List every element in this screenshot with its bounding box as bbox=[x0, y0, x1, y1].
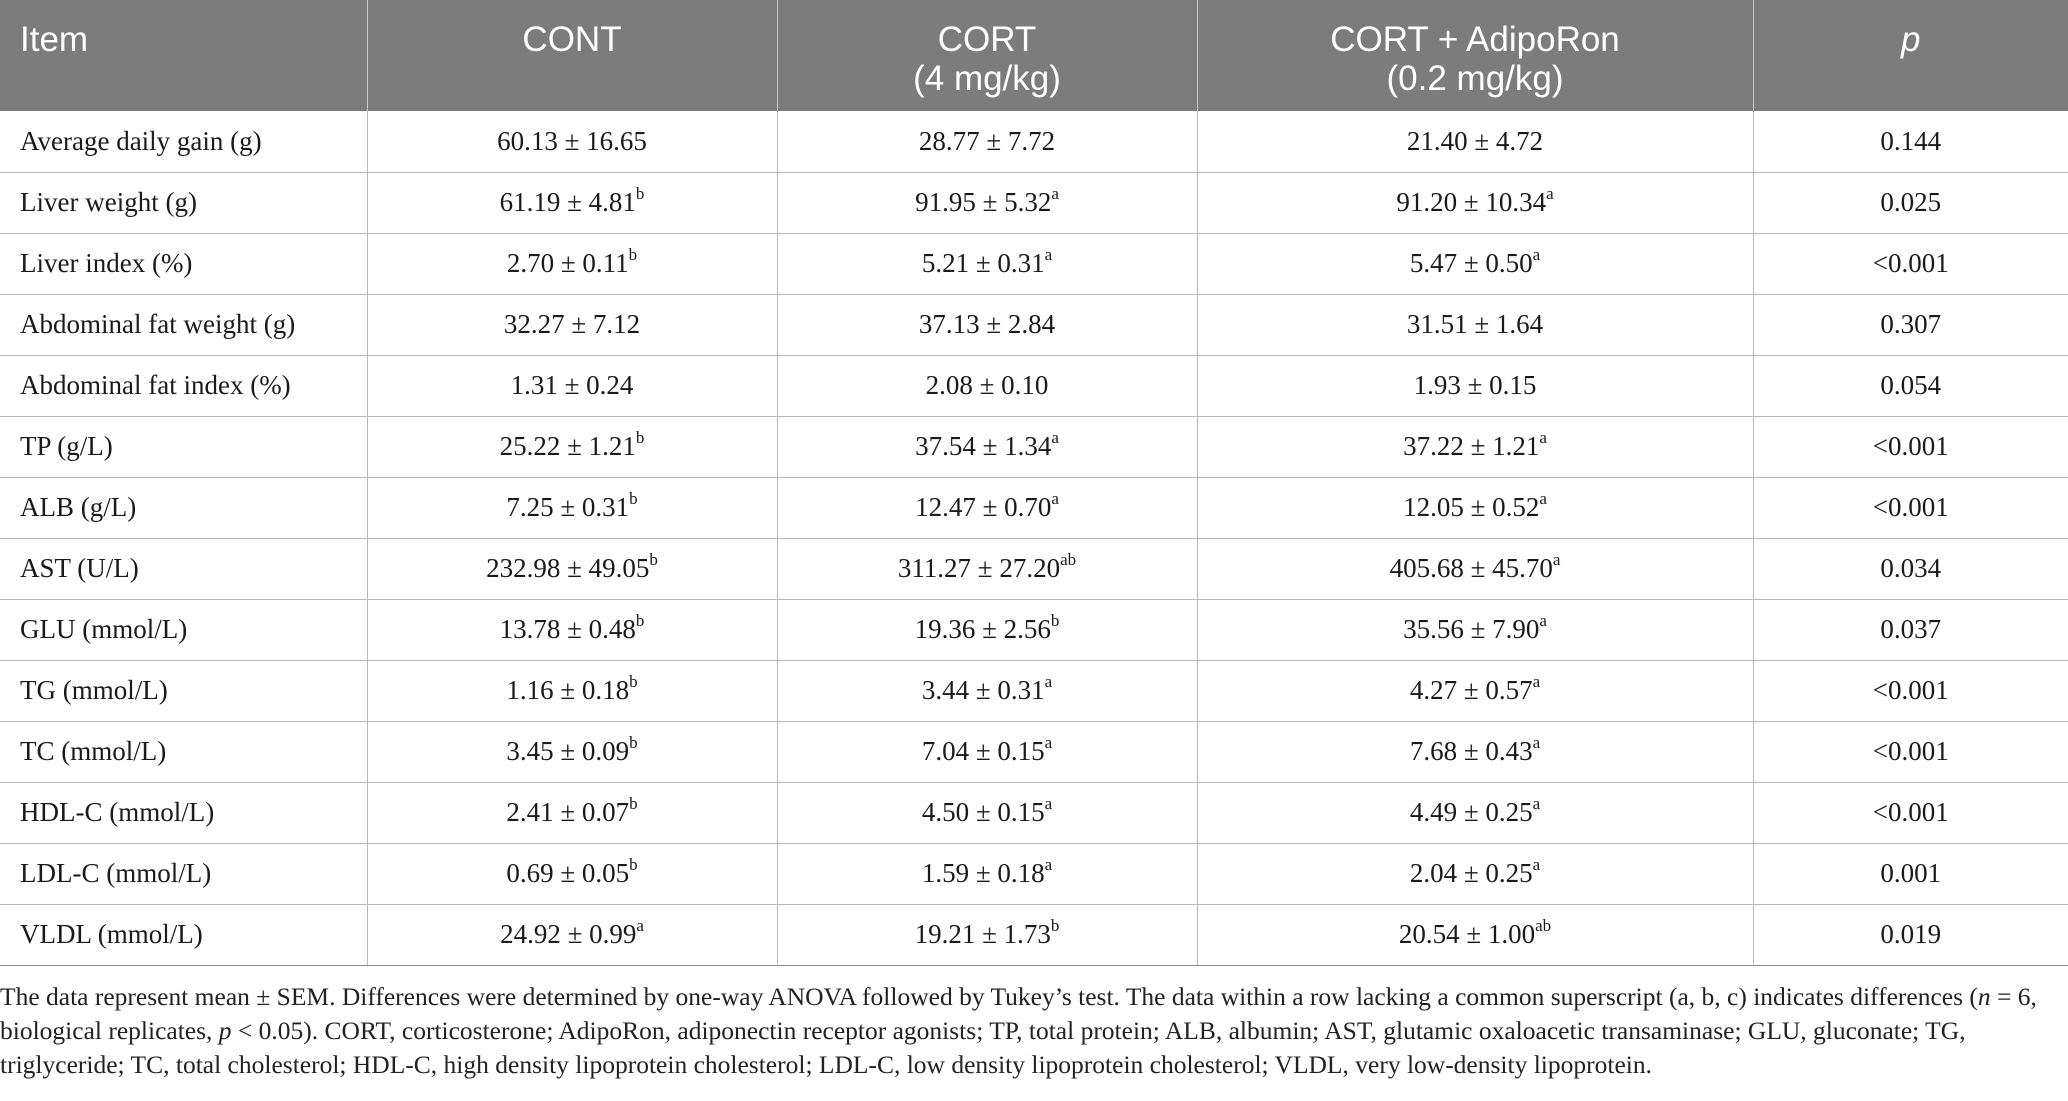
cort-adiporon-value-cell bbox=[1197, 355, 1753, 416]
table-row bbox=[0, 111, 2068, 172]
cort-value-cell bbox=[777, 355, 1197, 416]
table-row bbox=[0, 904, 2068, 965]
cort-value-cell bbox=[777, 843, 1197, 904]
significance-superscript: a bbox=[1539, 489, 1547, 508]
cort-adiporon-value-cell bbox=[1197, 233, 1753, 294]
cort-adiporon-value-cell bbox=[1197, 843, 1753, 904]
column-header-line: p bbox=[1901, 20, 1921, 59]
significance-superscript: a bbox=[1532, 794, 1541, 813]
mean-sem-value: 31.51 ± 1.64 bbox=[1406, 309, 1544, 339]
mean-sem-value: 1.31 ± 0.24 bbox=[510, 370, 634, 400]
column-header-cort bbox=[777, 0, 1197, 111]
mean-sem-value: 32.27 ± 7.12 bbox=[503, 309, 641, 339]
p-value-cell: 0.019 bbox=[1753, 904, 2068, 965]
significance-superscript: a bbox=[1044, 794, 1053, 813]
p-value-cell: <0.001 bbox=[1753, 782, 2068, 843]
p-value-cell: 0.001 bbox=[1753, 843, 2068, 904]
cont-value-cell bbox=[367, 355, 777, 416]
item-cell: TG (mmol/L) bbox=[0, 660, 367, 721]
p-value-cell: 0.307 bbox=[1753, 294, 2068, 355]
significance-superscript: a bbox=[1044, 672, 1053, 691]
table-row bbox=[0, 355, 2068, 416]
column-header-cont bbox=[367, 0, 777, 111]
p-value-cell: <0.001 bbox=[1753, 660, 2068, 721]
item-cell: TC (mmol/L) bbox=[0, 721, 367, 782]
footnote-part-1: The data represent mean ± SEM. Differences were determined by one-way ANOVA followed by Tukey’s test. The data within a row lacking a common superscript (a, b, c) indicates differences ( bbox=[0, 982, 1978, 1011]
cort-value-cell bbox=[777, 294, 1197, 355]
p-value-cell: <0.001 bbox=[1753, 233, 2068, 294]
table-row bbox=[0, 599, 2068, 660]
mean-sem-value: 1.16 ± 0.18 bbox=[506, 675, 630, 705]
column-header-item bbox=[0, 0, 367, 111]
significance-superscript: ab bbox=[1535, 916, 1552, 935]
footnote-n-symbol: n bbox=[1977, 982, 1991, 1011]
mean-sem-value: 3.45 ± 0.09 bbox=[506, 736, 630, 766]
significance-superscript: b bbox=[635, 184, 645, 203]
mean-sem-value: 12.05 ± 0.52 bbox=[1403, 492, 1540, 522]
table-row bbox=[0, 843, 2068, 904]
p-value-cell: 0.037 bbox=[1753, 599, 2068, 660]
significance-superscript: a bbox=[1051, 184, 1059, 203]
significance-superscript: ab bbox=[1060, 550, 1077, 569]
significance-superscript: a bbox=[1532, 245, 1541, 264]
mean-sem-value: 21.40 ± 4.72 bbox=[1406, 125, 1544, 156]
mean-sem-value: 37.22 ± 1.21 bbox=[1403, 431, 1540, 461]
mean-sem-value: 91.95 ± 5.32 bbox=[915, 187, 1052, 217]
cort-value-cell bbox=[777, 233, 1197, 294]
mean-sem-value: 28.77 ± 7.72 bbox=[918, 125, 1056, 156]
cont-value-cell bbox=[367, 782, 777, 843]
cort-value-cell bbox=[777, 538, 1197, 599]
table-row bbox=[0, 233, 2068, 294]
cort-adiporon-value-cell bbox=[1197, 294, 1753, 355]
item-cell: Abdominal fat index (%) bbox=[0, 355, 367, 416]
column-header-cort-adiporon bbox=[1197, 0, 1753, 111]
item-cell: ALB (g/L) bbox=[0, 477, 367, 538]
significance-superscript: a bbox=[1044, 733, 1053, 752]
column-header-line: CORT bbox=[937, 20, 1037, 59]
significance-superscript: a bbox=[1539, 428, 1547, 447]
column-header-line: Item bbox=[20, 20, 89, 59]
cort-adiporon-value-cell bbox=[1197, 660, 1753, 721]
cort-adiporon-value-cell bbox=[1197, 111, 1753, 172]
significance-superscript: b bbox=[635, 428, 645, 447]
mean-sem-value: 2.70 ± 0.11 bbox=[506, 248, 629, 278]
table-header bbox=[0, 0, 2068, 111]
p-value-cell: 0.144 bbox=[1753, 111, 2068, 172]
p-value-cell: <0.001 bbox=[1753, 416, 2068, 477]
mean-sem-value: 19.36 ± 2.56 bbox=[914, 614, 1051, 644]
significance-superscript: a bbox=[1532, 733, 1541, 752]
mean-sem-value: 37.13 ± 2.84 bbox=[918, 309, 1056, 339]
item-cell: Abdominal fat weight (g) bbox=[0, 294, 367, 355]
item-cell: Liver index (%) bbox=[0, 233, 367, 294]
significance-superscript: b bbox=[628, 245, 638, 264]
significance-superscript: b bbox=[629, 489, 638, 508]
mean-sem-value: 7.04 ± 0.15 bbox=[921, 736, 1045, 766]
cort-adiporon-value-cell bbox=[1197, 172, 1753, 233]
mean-sem-value: 20.54 ± 1.00 bbox=[1398, 919, 1536, 949]
mean-sem-value: 5.47 ± 0.50 bbox=[1409, 248, 1533, 278]
cort-value-cell bbox=[777, 782, 1197, 843]
mean-sem-value: 311.27 ± 27.20 bbox=[897, 553, 1061, 583]
mean-sem-value: 7.68 ± 0.43 bbox=[1409, 736, 1533, 766]
cort-value-cell bbox=[777, 477, 1197, 538]
mean-sem-value: 0.69 ± 0.05 bbox=[506, 858, 630, 888]
mean-sem-value: 2.04 ± 0.25 bbox=[1409, 858, 1533, 888]
mean-sem-value: 7.25 ± 0.31 bbox=[506, 492, 630, 522]
cort-value-cell bbox=[777, 172, 1197, 233]
item-cell: GLU (mmol/L) bbox=[0, 599, 367, 660]
significance-superscript: a bbox=[1532, 855, 1541, 874]
cort-adiporon-value-cell bbox=[1197, 599, 1753, 660]
significance-superscript: a bbox=[1044, 855, 1053, 874]
table-row bbox=[0, 538, 2068, 599]
mean-sem-value: 1.93 ± 0.15 bbox=[1413, 370, 1537, 400]
cort-adiporon-value-cell bbox=[1197, 477, 1753, 538]
cont-value-cell bbox=[367, 904, 777, 965]
table-row bbox=[0, 416, 2068, 477]
significance-superscript: a bbox=[636, 916, 644, 935]
significance-superscript: a bbox=[1539, 611, 1547, 630]
item-cell: LDL-C (mmol/L) bbox=[0, 843, 367, 904]
p-value-cell: 0.025 bbox=[1753, 172, 2068, 233]
column-header-line: (0.2 mg/kg) bbox=[1386, 59, 1564, 98]
item-cell: HDL-C (mmol/L) bbox=[0, 782, 367, 843]
cort-value-cell bbox=[777, 660, 1197, 721]
cort-value-cell bbox=[777, 904, 1197, 965]
mean-sem-value: 91.20 ± 10.34 bbox=[1396, 187, 1547, 217]
table-row bbox=[0, 660, 2068, 721]
mean-sem-value: 2.08 ± 0.10 bbox=[925, 370, 1049, 400]
mean-sem-value: 13.78 ± 0.48 bbox=[499, 614, 636, 644]
significance-superscript: a bbox=[1546, 184, 1554, 203]
cont-value-cell bbox=[367, 111, 777, 172]
item-cell: VLDL (mmol/L) bbox=[0, 904, 367, 965]
cont-value-cell bbox=[367, 599, 777, 660]
significance-superscript: a bbox=[1051, 489, 1059, 508]
mean-sem-value: 35.56 ± 7.90 bbox=[1403, 614, 1540, 644]
table-footnote bbox=[0, 980, 2050, 1082]
mean-sem-value: 4.49 ± 0.25 bbox=[1409, 797, 1533, 827]
cont-value-cell bbox=[367, 233, 777, 294]
column-header-line: (4 mg/kg) bbox=[913, 59, 1061, 98]
significance-superscript: b bbox=[629, 733, 638, 752]
significance-superscript: b bbox=[1050, 611, 1060, 630]
cont-value-cell bbox=[367, 294, 777, 355]
mean-sem-value: 61.19 ± 4.81 bbox=[499, 187, 636, 217]
cort-adiporon-value-cell bbox=[1197, 904, 1753, 965]
cort-adiporon-value-cell bbox=[1197, 782, 1753, 843]
cont-value-cell bbox=[367, 721, 777, 782]
table-row bbox=[0, 782, 2068, 843]
cont-value-cell bbox=[367, 477, 777, 538]
column-header-line: CORT + AdipoRon bbox=[1330, 20, 1620, 59]
significance-superscript: b bbox=[635, 611, 645, 630]
footnote-p-symbol: p bbox=[218, 1016, 232, 1045]
cont-value-cell bbox=[367, 660, 777, 721]
significance-superscript: a bbox=[1044, 245, 1053, 264]
cort-value-cell bbox=[777, 721, 1197, 782]
significance-superscript: a bbox=[1532, 672, 1541, 691]
mean-sem-value: 24.92 ± 0.99 bbox=[500, 919, 637, 949]
mean-sem-value: 4.27 ± 0.57 bbox=[1409, 675, 1533, 705]
cont-value-cell bbox=[367, 416, 777, 477]
mean-sem-value: 37.54 ± 1.34 bbox=[915, 431, 1052, 461]
mean-sem-value: 25.22 ± 1.21 bbox=[499, 431, 636, 461]
significance-superscript: b bbox=[629, 794, 638, 813]
significance-superscript: b bbox=[649, 550, 658, 569]
table-row bbox=[0, 294, 2068, 355]
p-value-cell: 0.054 bbox=[1753, 355, 2068, 416]
cort-adiporon-value-cell bbox=[1197, 721, 1753, 782]
cont-value-cell bbox=[367, 843, 777, 904]
header-row bbox=[0, 0, 2068, 111]
mean-sem-value: 3.44 ± 0.31 bbox=[921, 675, 1045, 705]
cort-value-cell bbox=[777, 416, 1197, 477]
cont-value-cell bbox=[367, 172, 777, 233]
item-cell: TP (g/L) bbox=[0, 416, 367, 477]
item-cell: Average daily gain (g) bbox=[0, 111, 367, 172]
table-row bbox=[0, 721, 2068, 782]
cort-value-cell bbox=[777, 599, 1197, 660]
item-cell: Liver weight (g) bbox=[0, 172, 367, 233]
column-header-line: CONT bbox=[522, 20, 622, 59]
p-value-cell: 0.034 bbox=[1753, 538, 2068, 599]
mean-sem-value: 12.47 ± 0.70 bbox=[915, 492, 1052, 522]
table-row bbox=[0, 172, 2068, 233]
footnote-text bbox=[0, 980, 2050, 1082]
cont-value-cell bbox=[367, 538, 777, 599]
significance-superscript: a bbox=[1552, 550, 1561, 569]
column-header-p bbox=[1753, 0, 2068, 111]
significance-superscript: a bbox=[1051, 428, 1059, 447]
cort-adiporon-value-cell bbox=[1197, 416, 1753, 477]
significance-superscript: b bbox=[1050, 916, 1060, 935]
mean-sem-value: 5.21 ± 0.31 bbox=[921, 248, 1045, 278]
p-value-cell: <0.001 bbox=[1753, 477, 2068, 538]
mean-sem-value: 60.13 ± 16.65 bbox=[497, 125, 647, 156]
footnote-part-3: < 0.05). CORT, corticosterone; AdipoRon, adiponectin receptor agonists; TP, total protein; ALB, albumin; AST, glutamic oxaloacetic transaminase; GLU, gluconate; TG, triglyceride; TC, total cholesterol; HDL-C, high density lipoprotein cholesterol; LDL-C, low density lipoprotein cholesterol; VLDL, very low-density lipoprotein. bbox=[0, 1016, 1966, 1079]
p-value-cell: <0.001 bbox=[1753, 721, 2068, 782]
cort-adiporon-value-cell bbox=[1197, 538, 1753, 599]
significance-superscript: b bbox=[629, 855, 638, 874]
item-cell: AST (U/L) bbox=[0, 538, 367, 599]
footnote-part-2: = 6, biological replicates, bbox=[0, 982, 2037, 1045]
cort-value-cell bbox=[777, 111, 1197, 172]
mean-sem-value: 232.98 ± 49.05 bbox=[486, 553, 650, 583]
mean-sem-value: 405.68 ± 45.70 bbox=[1389, 553, 1553, 583]
mean-sem-value: 19.21 ± 1.73 bbox=[914, 919, 1051, 949]
significance-superscript: b bbox=[629, 672, 638, 691]
table-body bbox=[0, 111, 2068, 965]
mean-sem-value: 4.50 ± 0.15 bbox=[921, 797, 1045, 827]
table-row bbox=[0, 477, 2068, 538]
mean-sem-value: 1.59 ± 0.18 bbox=[921, 858, 1045, 888]
mean-sem-value: 2.41 ± 0.07 bbox=[506, 797, 630, 827]
